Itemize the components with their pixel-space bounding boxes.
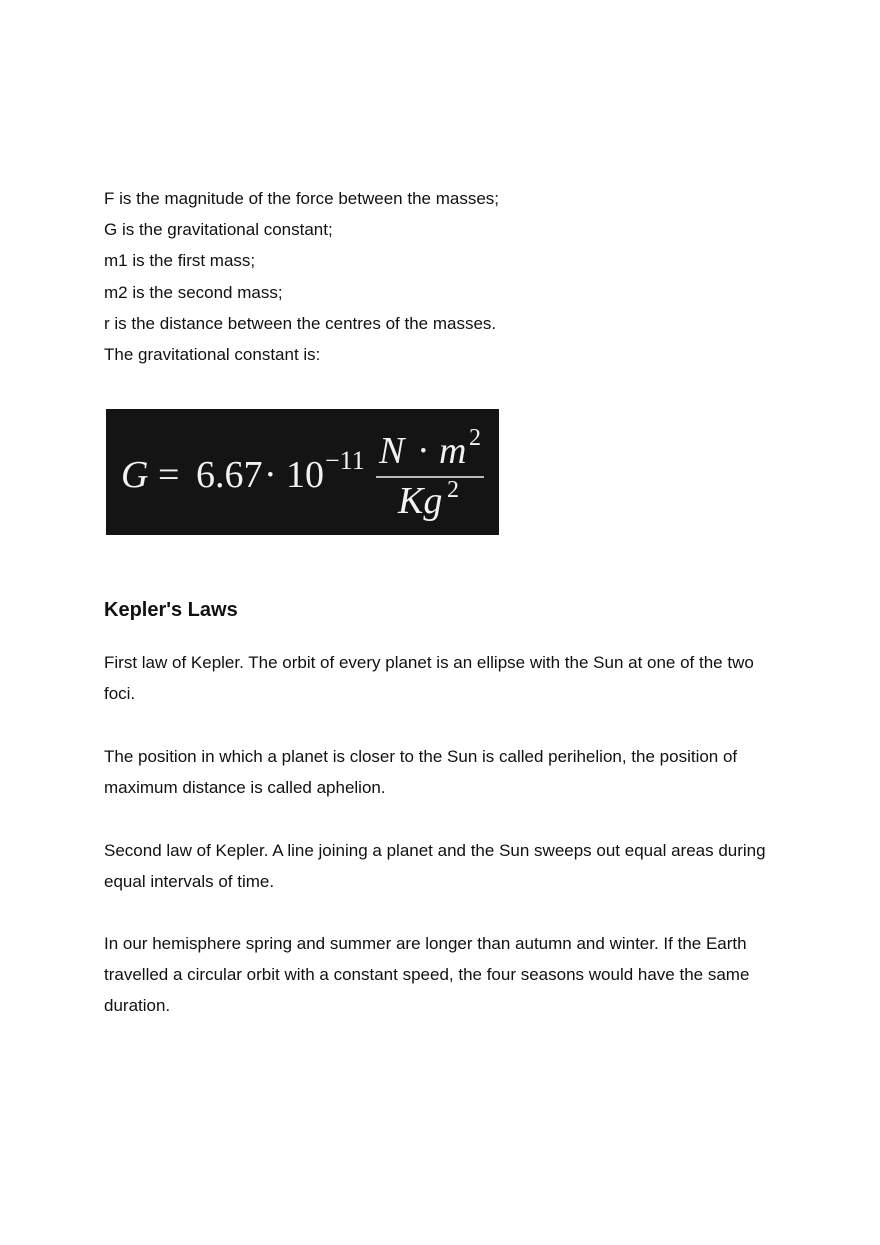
definition-distance: r is the distance between the centres of the masses.: [104, 314, 497, 333]
gravitational-constant-formula-image: [106, 409, 499, 535]
formula-numerator-n: N: [379, 430, 405, 472]
formula-numerator-exp: 2: [469, 425, 481, 451]
formula-svg: [106, 409, 499, 535]
section-heading: Kepler's Laws: [104, 599, 238, 621]
paragraph-seasons: In our hemisphere spring and summer are longer than autumn and winter. If the Earth travelled a circular orbit with a constant speed, the four seasons would have the same duration.: [104, 934, 750, 1015]
formula-numerator-m: m: [439, 430, 467, 472]
formula-denominator-kg: Kg: [398, 480, 443, 522]
formula-base: 10: [286, 454, 324, 496]
paragraph-first-law: First law of Kepler. The orbit of every planet is an ellipse with the Sun at one of the two foci.: [104, 653, 754, 703]
definition-first-mass: m1 is the first mass;: [104, 251, 256, 270]
definition-gravitational-constant: G is the gravitational constant;: [104, 220, 333, 239]
formula-lhs: G: [121, 454, 149, 496]
constant-intro: The gravitational constant is:: [104, 345, 321, 364]
paragraph-second-law: Second law of Kepler. A line joining a planet and the Sun sweeps out equal areas during equal intervals of time.: [104, 841, 766, 891]
definition-force: F is the magnitude of the force between the masses;: [104, 189, 499, 208]
formula-dot-1: ·: [264, 454, 277, 496]
formula-exponent: −11: [325, 446, 365, 475]
formula-denominator-exp: 2: [447, 477, 459, 503]
paragraph-perihelion: The position in which a planet is closer to the Sun is called perihelion, the position of maximum distance is called aphelion.: [104, 747, 738, 797]
formula-dot-2: ·: [417, 430, 430, 472]
definition-second-mass: m2 is the second mass;: [104, 283, 283, 302]
formula-coefficient: 6.67: [196, 454, 263, 496]
formula-equals: =: [158, 454, 180, 496]
